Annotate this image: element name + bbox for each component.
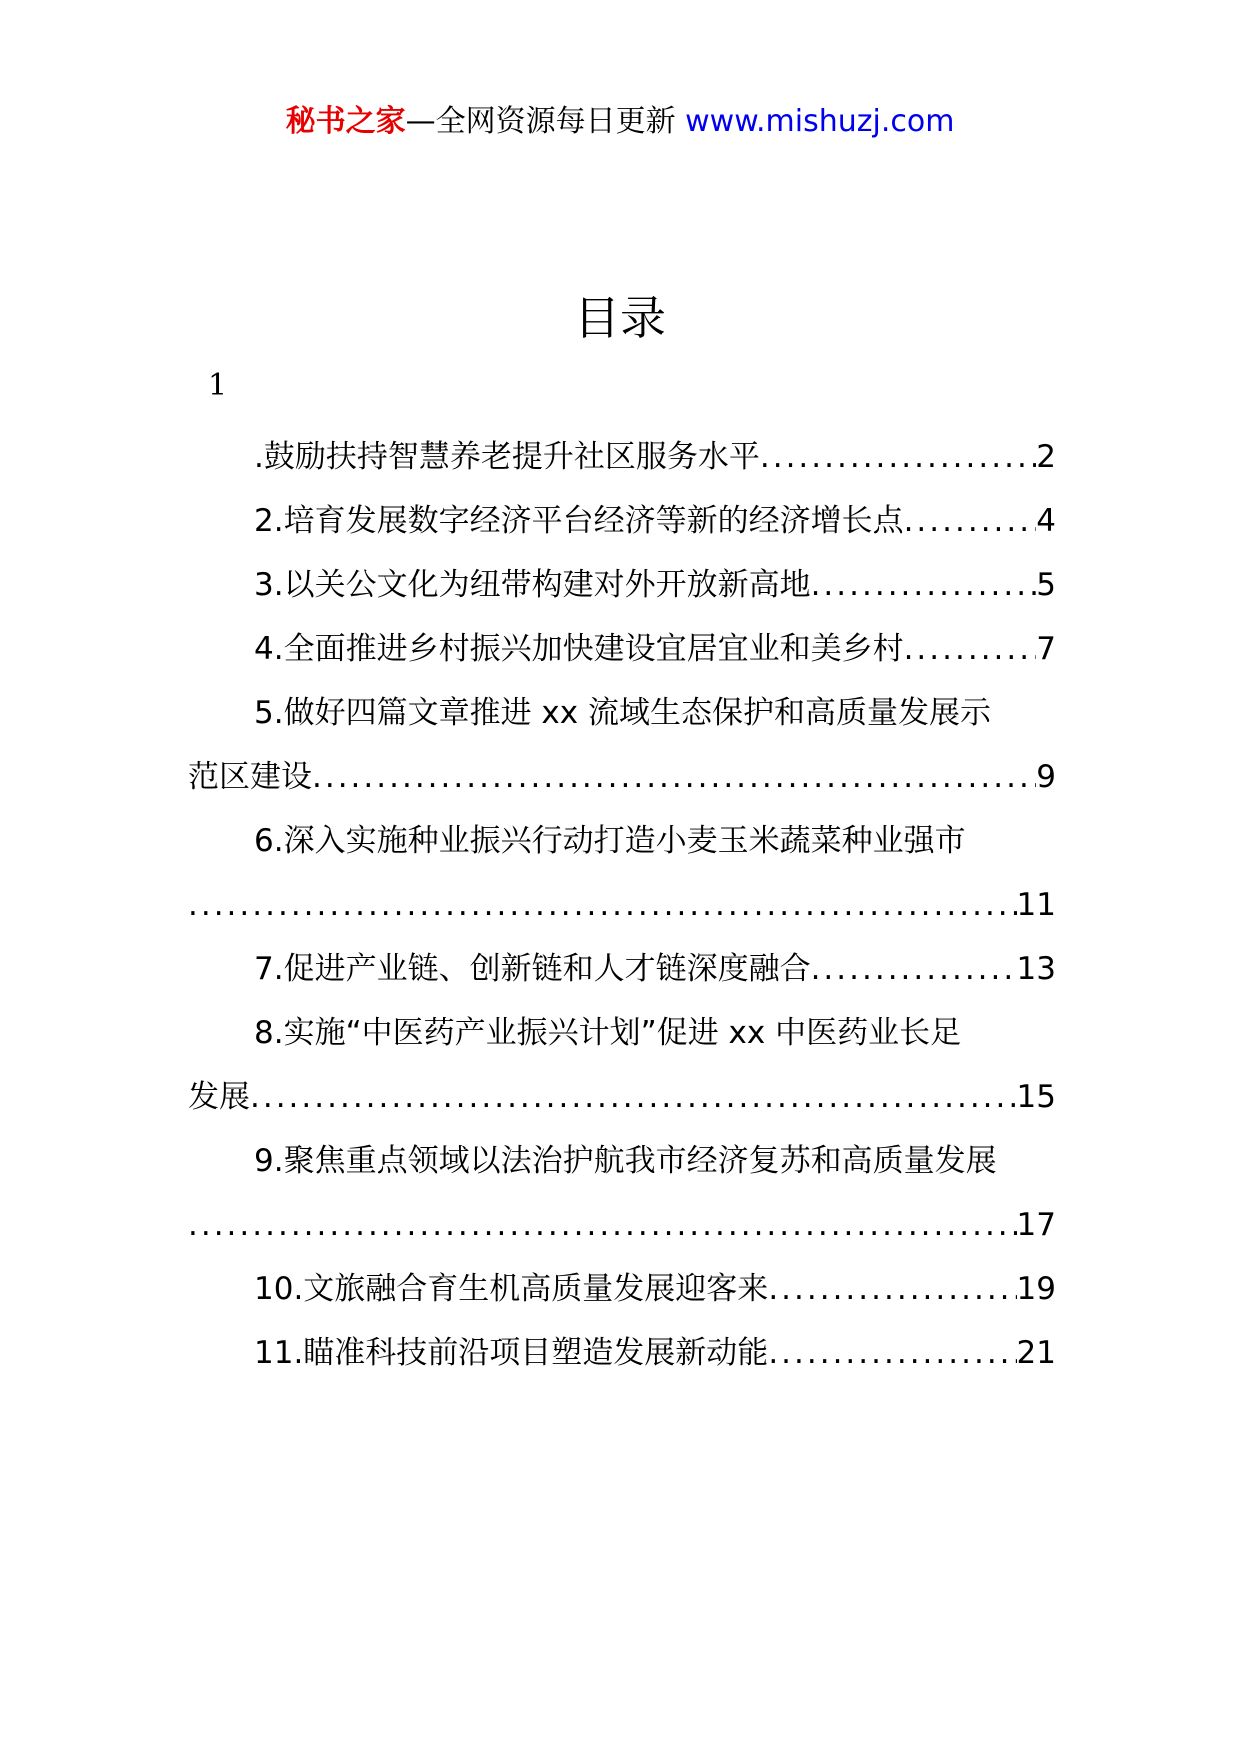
dot-leader — [811, 937, 1017, 1001]
toc-page-number: 9 — [1036, 759, 1056, 795]
dot-leader — [768, 1257, 1016, 1321]
toc-line — [188, 489, 1056, 553]
toc-line — [188, 809, 1056, 873]
toc-entry[interactable] — [188, 1257, 1056, 1321]
toc-entry[interactable] — [188, 681, 1056, 809]
toc-entry[interactable] — [188, 1321, 1056, 1385]
dot-leader — [904, 617, 1037, 681]
toc-line — [188, 873, 1056, 937]
toc-page-number: 19 — [1016, 1271, 1056, 1307]
toc-page-number: 17 — [1016, 1207, 1056, 1243]
toc-page-number: 15 — [1016, 1079, 1056, 1115]
toc-entry-title: .鼓励扶持智慧养老提升社区服务水平 — [254, 439, 760, 475]
toc-entry-title: 9.聚焦重点领域以法治护航我市经济复苏和高质量发展 — [254, 1143, 997, 1179]
dot-leader — [188, 1193, 1017, 1257]
toc-page-number: 2 — [1036, 439, 1056, 475]
toc-page-number: 21 — [1016, 1335, 1056, 1371]
toc-line — [188, 1257, 1056, 1321]
toc-entry-title: 4.全面推进乡村振兴加快建设宜居宜业和美乡村 — [254, 631, 904, 667]
toc-entry-title: 发展 — [188, 1079, 250, 1115]
dot-leader — [904, 489, 1037, 553]
toc-line — [188, 617, 1056, 681]
toc-entry-title: 5.做好四篇文章推进 xx 流域生态保护和高质量发展示 — [254, 695, 991, 731]
toc-entry-title: 范区建设 — [188, 759, 312, 795]
list-marker: 1 — [208, 368, 228, 403]
brand-name: 秘书之家 — [285, 104, 406, 139]
toc-line — [188, 1193, 1056, 1257]
toc-entry[interactable] — [188, 553, 1056, 617]
header-tagline: —全网资源每日更新 — [405, 104, 676, 139]
toc-line — [188, 1129, 1056, 1193]
table-of-contents — [188, 425, 1056, 1385]
toc-page-number: 4 — [1036, 503, 1056, 539]
toc-entry[interactable] — [188, 937, 1056, 1001]
toc-line — [188, 745, 1056, 809]
toc-line — [188, 1001, 1056, 1065]
toc-page-number: 7 — [1036, 631, 1056, 667]
toc-entry-title: 3.以关公文化为纽带构建对外开放新高地 — [254, 567, 811, 603]
dot-leader — [768, 1321, 1016, 1385]
dot-leader — [250, 1065, 1017, 1129]
toc-entry-title: 11.瞄准科技前沿项目塑造发展新动能 — [254, 1335, 769, 1371]
toc-line — [188, 937, 1056, 1001]
dot-leader — [760, 425, 1036, 489]
toc-entry-title: 2.培育发展数字经济平台经济等新的经济增长点 — [254, 503, 904, 539]
toc-line — [188, 1321, 1056, 1385]
toc-entry[interactable] — [188, 809, 1056, 937]
dot-leader — [811, 553, 1037, 617]
toc-page-number: 5 — [1036, 567, 1056, 603]
toc-entry-title: 8.实施“中医药产业振兴计划”促进 xx 中医药业长足 — [254, 1015, 962, 1051]
toc-line — [188, 553, 1056, 617]
site-url-link[interactable]: www.mishuzj.com — [685, 104, 955, 139]
toc-page-number: 11 — [1016, 887, 1056, 923]
toc-entry[interactable] — [188, 617, 1056, 681]
dot-leader — [188, 873, 1017, 937]
page-title: 目录 — [574, 291, 666, 345]
toc-entry[interactable] — [188, 489, 1056, 553]
site-header — [0, 102, 1240, 142]
toc-entry-title: 7.促进产业链、创新链和人才链深度融合 — [254, 951, 811, 987]
toc-line — [188, 681, 1056, 745]
toc-page-number: 13 — [1016, 951, 1056, 987]
toc-entry[interactable] — [188, 1129, 1056, 1257]
toc-entry-title: 6.深入实施种业振兴行动打造小麦玉米蔬菜种业强市 — [254, 823, 966, 859]
toc-line — [188, 425, 1056, 489]
toc-line — [188, 1065, 1056, 1129]
toc-entry[interactable] — [188, 425, 1056, 489]
toc-entry[interactable] — [188, 1001, 1056, 1129]
dot-leader — [312, 745, 1036, 809]
toc-entry-title: 10.文旅融合育生机高质量发展迎客来 — [254, 1271, 769, 1307]
